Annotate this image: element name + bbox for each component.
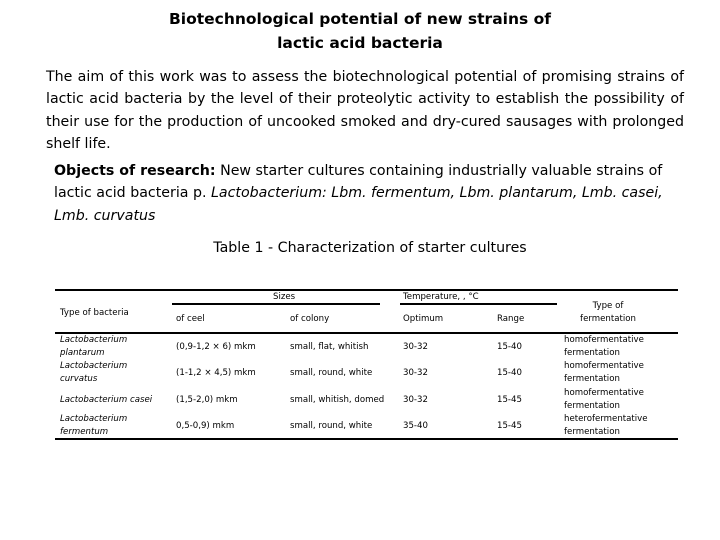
cell-size: 0,5-0,9) mkm (176, 421, 235, 431)
cell-optimum: 30-32 (403, 368, 428, 378)
cell-colony: small, flat, whitish (290, 342, 369, 352)
header-sizes: Sizes (273, 292, 296, 302)
cell-range: 15-45 (497, 395, 522, 405)
title-line-2: lactic acid bacteria (277, 34, 443, 52)
slide-title (0, 7, 720, 55)
cell-colony: small, round, white (290, 421, 373, 431)
objects-paragraph (54, 160, 694, 227)
header-colony: of colony (290, 314, 330, 324)
header-fermentation: Type of fermentation (580, 301, 636, 324)
aim-paragraph: The aim of this work was to assess the biotechnological potential of promising strains of lactic acid bacteria by the level of their proteolytic activity to establish the possibility of their use for the production of uncooked smoked and dry-cured sausages with prolonged shelf life. (46, 69, 684, 152)
header-range: Range (497, 314, 525, 324)
cell-fermentation: homofermentative fermentation (564, 335, 644, 358)
cell-size: (1-1,2 × 4,5) mkm (176, 368, 256, 378)
header-temperature: Temperature, , °C (403, 292, 479, 302)
cell-optimum: 35-40 (403, 421, 428, 431)
cell-optimum: 30-32 (403, 395, 428, 405)
cell-type: Lactobacterium fermentum (60, 414, 128, 437)
objects-text: New starter cultures containing industrially valuable strains of lactic acid bacteria p. (54, 163, 663, 202)
cell-range: 15-40 (497, 342, 522, 352)
cell-colony: small, whitish, domed (290, 395, 385, 405)
header-cell: of ceel (176, 314, 205, 324)
cell-range: 15-45 (497, 421, 522, 431)
cell-size: (0,9-1,2 × 6) mkm (176, 342, 256, 352)
title-line-1: Biotechnological potential of new strains of (168, 10, 552, 28)
cell-range: 15-40 (497, 368, 522, 378)
table-top-rule (55, 289, 678, 291)
cell-fermentation: homofermentative fermentation (564, 388, 644, 411)
cell-optimum: 30-32 (403, 342, 428, 352)
cell-fermentation: heterofermentative fermentation (564, 414, 648, 437)
table-caption: Table 1 - Characterization of starter cultures (213, 240, 527, 256)
cell-size: (1,5-2,0) mkm (176, 395, 238, 405)
objects-species: Lactobacterium: Lbm. fermentum, Lbm. plantarum, Lmb. casei, Lmb. curvatus (54, 185, 663, 224)
header-optimum: Optimum (403, 314, 444, 324)
objects-label: Objects of research: (54, 163, 216, 179)
cell-type: Lactobacterium plantarum (60, 335, 128, 358)
cell-colony: small, round, white (290, 368, 373, 378)
header-type: Type of bacteria (60, 308, 129, 318)
cell-fermentation: homofermentative fermentation (564, 361, 644, 384)
cell-type: Lactobacterium curvatus (60, 361, 128, 384)
cell-type: Lactobacterium casei (60, 395, 153, 405)
